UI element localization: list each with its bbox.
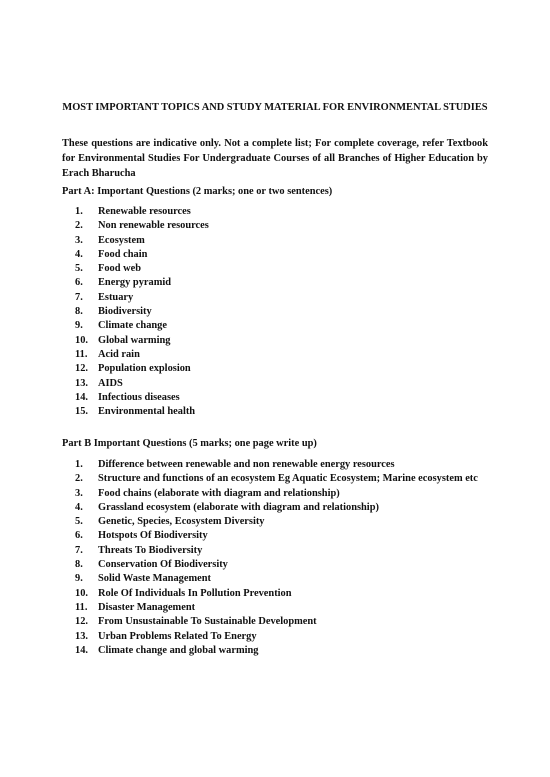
list-item [62, 248, 488, 262]
item-text: Infectious diseases [98, 391, 180, 403]
list-item [62, 291, 488, 305]
item-number: 4. [75, 248, 83, 260]
item-text: Role Of Individuals In Pollution Prevention [98, 587, 292, 599]
item-text: Grassland ecosystem (elaborate with diagram and relationship) [98, 501, 379, 513]
item-number: 10. [75, 587, 88, 599]
list-item [62, 587, 488, 601]
item-number: 8. [75, 306, 83, 318]
list-item [62, 572, 488, 586]
item-number: 6. [75, 530, 83, 542]
list-item [62, 362, 488, 376]
list-item [62, 630, 488, 644]
item-text: AIDS [98, 377, 123, 389]
item-text: Hotspots Of Biodiversity [98, 530, 208, 542]
list-item [62, 515, 488, 529]
list-item [62, 487, 488, 501]
item-text: Food chains (elaborate with diagram and relationship) [98, 487, 340, 499]
list-item [62, 319, 488, 333]
item-text: Conservation Of Biodiversity [98, 559, 228, 571]
item-text: Acid rain [98, 348, 140, 360]
item-text: Genetic, Species, Ecosystem Diversity [98, 516, 265, 528]
item-number: 6. [75, 277, 83, 289]
list-item [62, 472, 488, 486]
item-number: 14. [75, 644, 88, 656]
list-item [62, 644, 488, 658]
item-text: Food web [98, 263, 142, 275]
list-item [62, 405, 488, 419]
item-number: 13. [75, 377, 88, 389]
item-number: 3. [75, 234, 83, 246]
item-text: Solid Waste Management [98, 573, 211, 585]
list-item [62, 334, 488, 348]
list-item [62, 391, 488, 405]
document-intro: These questions are indicative only. Not a complete list; For complete coverage, refer Textbook for Environmental Studies For Undergraduate Courses of all Branches of Higher Education by Erach Bharucha [62, 138, 488, 179]
list-item [62, 615, 488, 629]
list-item [62, 501, 488, 515]
item-number: 13. [75, 630, 88, 642]
item-number: 3. [75, 487, 83, 499]
item-number: 11. [75, 601, 88, 613]
item-text: Urban Problems Related To Energy [98, 630, 257, 642]
item-text: Non renewable resources [98, 220, 209, 232]
item-number: 9. [75, 320, 83, 332]
item-number: 7. [75, 544, 83, 556]
item-text: Structure and functions of an ecosystem Eg Aquatic Ecosystem; Marine ecosystem etc [98, 473, 478, 485]
document-title: MOST IMPORTANT TOPICS AND STUDY MATERIAL FOR ENVIRONMENTAL STUDIES [62, 102, 488, 113]
item-text: Environmental health [98, 406, 196, 418]
item-text: Energy pyramid [98, 277, 172, 289]
item-text: Difference between renewable and non renewable energy resources [98, 459, 395, 470]
part-a-list [62, 205, 488, 419]
list-item [62, 601, 488, 615]
item-text: Biodiversity [98, 306, 152, 318]
item-text: Population explosion [98, 363, 191, 375]
item-number: 2. [75, 473, 83, 485]
item-text: Food chain [98, 248, 148, 260]
item-number: 8. [75, 559, 83, 571]
part-a-heading: Part A: Important Questions (2 marks; one or two sentences) [62, 186, 333, 197]
item-number: 11. [75, 348, 88, 360]
item-number: 2. [75, 220, 83, 232]
item-text: Climate change [98, 320, 167, 332]
item-text: Renewable resources [98, 206, 191, 217]
item-number: 4. [75, 501, 83, 513]
list-item [62, 544, 488, 558]
item-text: Disaster Management [98, 601, 196, 613]
list-item [62, 205, 488, 219]
list-item [62, 305, 488, 319]
list-item [62, 377, 488, 391]
item-text: Global warming [98, 334, 171, 346]
item-number: 10. [75, 334, 88, 346]
list-item [62, 558, 488, 572]
item-number: 12. [75, 616, 88, 628]
item-number: 5. [75, 516, 83, 528]
item-number: 12. [75, 363, 88, 375]
list-item [62, 262, 488, 276]
item-number: 7. [75, 291, 83, 303]
list-item [62, 458, 488, 472]
list-item [62, 219, 488, 233]
list-item [62, 348, 488, 362]
list-item [62, 234, 488, 248]
list-item [62, 529, 488, 543]
part-b-list [62, 458, 488, 658]
item-number: 9. [75, 573, 83, 585]
item-text: Estuary [98, 291, 134, 303]
item-number: 14. [75, 391, 88, 403]
item-number: 1. [75, 206, 83, 217]
item-number: 1. [75, 459, 83, 470]
item-text: Ecosystem [98, 234, 145, 246]
item-number: 5. [75, 263, 83, 275]
item-number: 15. [75, 406, 88, 418]
item-text: Threats To Biodiversity [98, 544, 203, 556]
part-b-heading: Part B Important Questions (5 marks; one page write up) [62, 438, 317, 449]
item-text: Climate change and global warming [98, 644, 259, 656]
item-text: From Unsustainable To Sustainable Development [98, 616, 317, 628]
list-item [62, 276, 488, 290]
